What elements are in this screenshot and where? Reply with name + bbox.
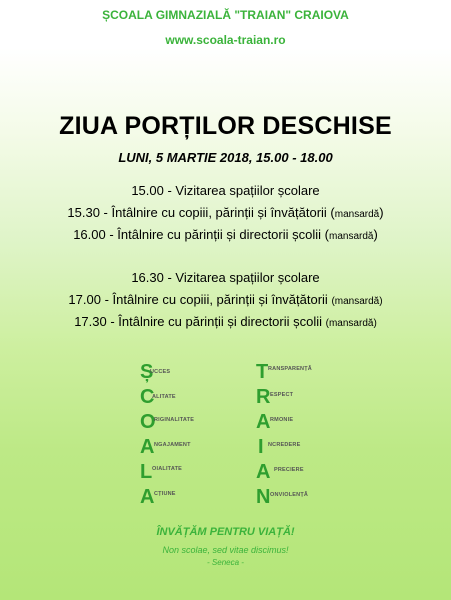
schedule-item: [0, 183, 451, 198]
schedule-text: 17.00 - Întâlnire cu copiii, părinții și învățătorii: [68, 292, 332, 307]
event-date: LUNI, 5 MARTIE 2018, 15.00 - 18.00: [118, 150, 333, 165]
acrostic-letter: N: [256, 486, 271, 508]
schedule-item: [0, 270, 451, 285]
schedule-close: ): [379, 205, 384, 220]
school-name: ȘCOALA GIMNAZIALĂ "TRAIAN" CRAIOVA: [102, 8, 349, 22]
schedule-item: [0, 205, 451, 220]
schedule-item: [0, 227, 451, 242]
schedule-location: mansardă: [328, 231, 374, 242]
acrostic-letter: O: [140, 411, 156, 433]
acrostic-letter: A: [256, 461, 271, 483]
acrostic-word: RMONIE: [270, 417, 294, 423]
acrostic-word: NCREDERE: [268, 442, 301, 448]
acrostic-scoala: [140, 362, 240, 512]
acrostic-word: UCCES: [150, 369, 171, 375]
schedule-location: (mansardă): [325, 318, 377, 329]
acrostic-letter: T: [256, 361, 269, 383]
schedule-location: mansardă: [334, 209, 380, 220]
schedule-text: 16.30 - Vizitarea spațiilor școlare: [131, 270, 320, 285]
quote-author: - Seneca -: [207, 558, 244, 567]
schedule-text: 17.30 - Întâlnire cu părinții și directorii școlii: [74, 314, 326, 329]
acrostic-word: NGAJAMENT: [154, 442, 191, 448]
acrostic-letter: L: [140, 461, 153, 483]
acrostic-traian: [256, 362, 356, 512]
acrostic-word: CȚIUNE: [154, 491, 176, 497]
acrostic-word: ALITATE: [152, 394, 176, 400]
acrostic-word: PRECIERE: [274, 467, 304, 473]
acrostic-word: ESPECT: [270, 392, 294, 398]
schedule-text: 16.00 - Întâlnire cu părinții și directorii școlii (: [73, 227, 329, 242]
schedule-location: (mansardă): [331, 296, 383, 307]
latin-quote: Non scolae, sed vitae discimus!: [162, 545, 289, 555]
schedule-item: [0, 314, 451, 329]
acrostic-word: ONVIOLENȚĂ: [270, 492, 309, 498]
page-title: ZIUA PORȚILOR DESCHISE: [59, 112, 392, 140]
acrostic-word: RANSPARENȚĂ: [268, 366, 312, 372]
acrostic-letter: I: [258, 436, 264, 458]
schedule-text: 15.00 - Vizitarea spațiilor școlare: [131, 183, 320, 198]
acrostic-letter: C: [140, 386, 155, 408]
acrostic-word: RIGINALITATE: [154, 417, 195, 423]
school-motto: ÎNVĂȚĂM PENTRU VIAȚĂ!: [156, 526, 295, 538]
schedule-text: 15.30 - Întâlnire cu copiii, părinții și învățătorii (: [67, 205, 335, 220]
acrostic-letter: A: [140, 436, 155, 458]
acrostic-letter: A: [256, 411, 271, 433]
schedule-close: ): [373, 227, 378, 242]
website-link[interactable]: www.scoala-traian.ro: [165, 33, 286, 47]
acrostic-letter: A: [140, 486, 155, 508]
schedule-item: [0, 292, 451, 307]
acrostic-word: OIALITATE: [152, 466, 183, 472]
acrostic-letter: Ș: [140, 361, 154, 383]
acrostic-letter: R: [256, 386, 271, 408]
